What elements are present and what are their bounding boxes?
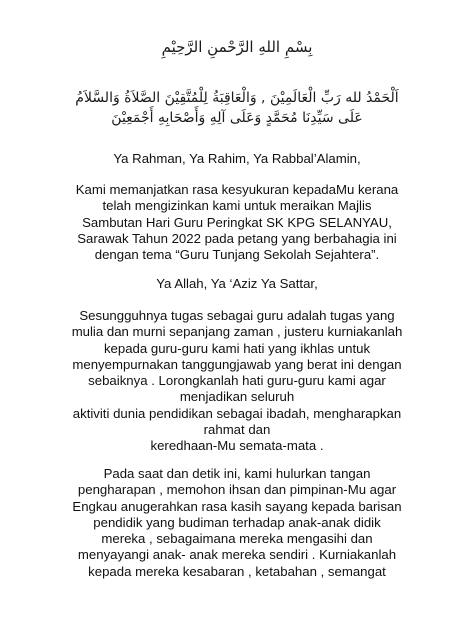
paragraph-line: aktiviti dunia pendidikan sebagai ibadah, mengharapkan [72,405,402,421]
paragraph-line: Sambutan Hari Guru Peringkat SK KPG SELANYAU, [82,214,392,230]
arabic-praise-line-2: عَلَى سَيِّدِنَا مُحَمَّدٍ وَعَلَى آلِهِ وَأَصْحَابِهِ أَجْمَعِيْنَ [111,110,363,126]
paragraph-line: Kami memanjatkan rasa kesyukuran kepadaMu kerana [75,182,399,197]
paragraph-line: menyayangi anak- anak mereka sendiri . Kurniakanlah [77,547,397,563]
paragraph-line: kepada guru-guru kami hati yang ikhlas untuk [103,340,371,356]
paragraph-line: menjadikan seluruh [179,389,295,405]
bismillah-heading: بِسْمِ اللهِ الرَّحْمنِ الرَّحِيْمِ [161,38,313,56]
paragraph-line: Ya Allah, Ya ‘Aziz Ya Sattar, [156,276,318,291]
paragraph-line: rahmat dan [203,422,271,438]
arabic-praise-line-1: اَلْحَمْدُ لله رَبِّ الْعَالَمِيْنَ , وَالْعَاقِبَةُ لِلْمُتَّقِيْنَ الصَّلاَةُ وَالسَّلاَمُ [75,90,399,106]
paragraph-line: mulia dan murni sepanjang zaman , justeru kurniakanlah [71,324,403,340]
allah-invocation [20,276,454,292]
gratitude-paragraph [20,182,454,263]
paragraph-line: keredhaan-Mu semata-mata . [150,438,324,454]
duty-paragraph [20,308,454,455]
hope-paragraph [20,466,454,580]
paragraph-line: kepada mereka kesabaran , ketabahan , semangat [88,563,386,579]
paragraph-line: telah mengizinkan kami untuk meraikan Majlis [102,198,372,214]
paragraph-line: mereka , sebagaimana mereka mengasihi dan [101,531,373,547]
paragraph-line: Sarawak Tahun 2022 pada petang yang berbahagia ini [77,230,397,246]
opening-invocation [20,151,454,167]
paragraph-line: pendidik yang budiman terhadap anak-anak didik [93,514,381,530]
paragraph-line: pengharapan , memohon ihsan dan pimpinan-Mu agar [77,482,397,498]
paragraph-line: Sesungguhnya tugas sebagai guru adalah tugas yang [79,308,395,323]
paragraph-line: Engkau anugerahkan rasa kasih sayang kepada barisan [72,498,402,514]
paragraph-line: Ya Rahman, Ya Rahim, Ya Rabbal’Alamin, [113,151,361,166]
paragraph-line: Pada saat dan detik ini, kami hulurkan tangan [103,466,371,481]
paragraph-line: menyempurnakan tanggungjawab yang berat ini dengan [72,356,402,372]
paragraph-line: dengan tema “Guru Tunjang Sekolah Sejahtera”. [94,247,380,263]
paragraph-line: sebaiknya . Lorongkanlah hati guru-guru kami agar [88,373,386,389]
